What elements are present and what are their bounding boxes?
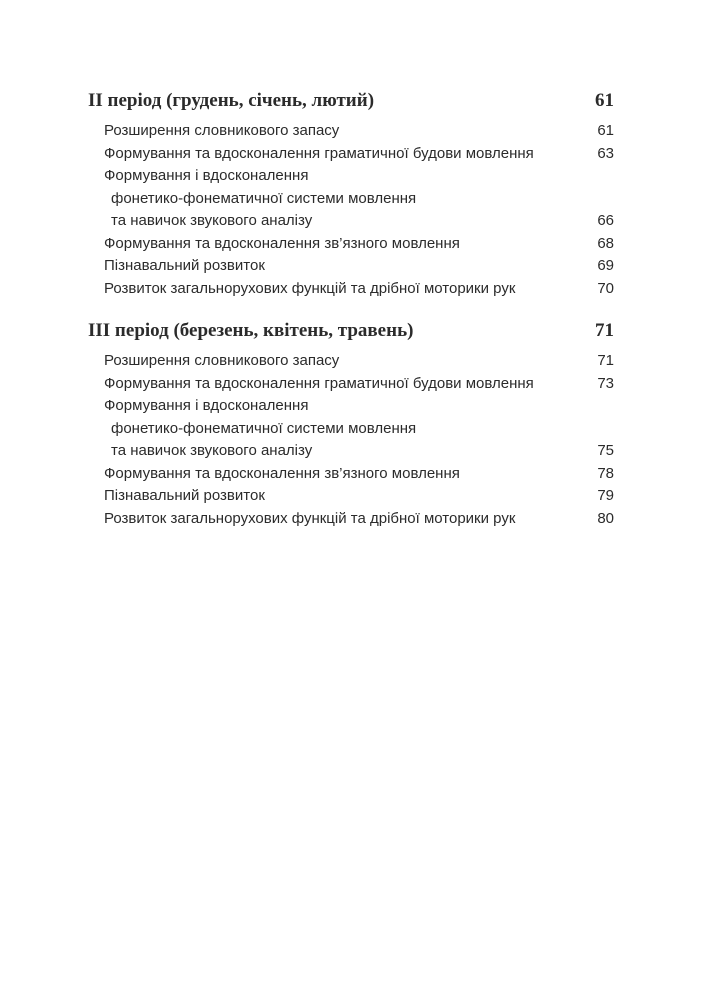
entry-title-line: та навичок звукового аналізу — [111, 442, 313, 459]
entry-title-line: Формування та вдосконалення граматичної будови мовлення — [104, 144, 534, 162]
toc-entry — [88, 255, 614, 278]
entry-page-number: 73 — [597, 374, 614, 392]
entry-title — [104, 373, 584, 396]
section-page-number: 71 — [595, 320, 614, 341]
entry-title — [104, 350, 584, 373]
entry-page-number: 66 — [597, 212, 614, 229]
entry-page-number: 70 — [597, 279, 614, 297]
entry-title — [104, 278, 584, 301]
toc-entry — [88, 278, 614, 301]
toc-entry — [88, 485, 614, 508]
section-heading: III період (березень, квітень, травень) — [88, 320, 414, 341]
entry-title-line: Розвиток загальнорухових функцій та дрібної моторики рук — [104, 279, 516, 297]
toc-entry — [88, 508, 614, 531]
entry-title — [104, 120, 584, 143]
entry-page-number: 61 — [597, 122, 614, 139]
toc-entry — [88, 395, 614, 463]
entry-title — [104, 463, 584, 486]
entry-title-line: Формування та вдосконалення зв’язного мовлення — [104, 234, 460, 252]
toc-entry — [88, 373, 614, 396]
entry-page-number: 71 — [597, 352, 614, 369]
entry-title-line: Пізнавальний розвиток — [104, 257, 265, 274]
toc-section-period-2 — [88, 88, 614, 300]
entry-title-line: Розвиток загальнорухових функцій та дрібної моторики рук — [104, 509, 516, 527]
toc-entry — [88, 233, 614, 256]
entry-title — [104, 485, 584, 508]
entry-title-line: Формування та вдосконалення граматичної будови мовлення — [104, 374, 534, 392]
entry-title-line: Пізнавальний розвиток — [104, 487, 265, 504]
table-of-contents — [88, 88, 614, 548]
toc-entry — [88, 120, 614, 143]
entry-title-line: фонетико-фонематичної системи мовлення — [111, 189, 417, 207]
entry-title-line: та навичок звукового аналізу — [111, 212, 313, 229]
entry-page-number: 78 — [597, 464, 614, 482]
entry-title — [104, 255, 584, 278]
entry-page-number: 79 — [597, 487, 614, 504]
toc-entry — [88, 143, 614, 166]
entry-title — [104, 508, 584, 531]
entry-page-number: 63 — [597, 144, 614, 162]
section-heading-row — [88, 318, 614, 344]
entry-title — [104, 165, 584, 233]
entry-title-line: Розширення словникового запасу — [104, 122, 340, 139]
section-page-number: 61 — [595, 90, 614, 111]
entry-title — [104, 395, 584, 463]
entry-title-line: Розширення словникового запасу — [104, 352, 340, 369]
section-heading: II період (грудень, січень, лютий) — [88, 90, 375, 111]
toc-entry — [88, 463, 614, 486]
entry-page-number: 69 — [597, 257, 614, 274]
entry-title — [104, 143, 584, 166]
entry-title-line: Формування та вдосконалення зв’язного мовлення — [104, 464, 460, 482]
entry-page-number: 75 — [597, 442, 614, 459]
entry-title — [104, 233, 584, 256]
entry-page-number: 80 — [597, 509, 614, 527]
entry-page-number: 68 — [597, 234, 614, 252]
toc-section-period-3 — [88, 318, 614, 530]
toc-entry — [88, 165, 614, 233]
toc-entry — [88, 350, 614, 373]
entry-title-line: Формування і вдосконалення — [104, 167, 309, 184]
section-heading-row — [88, 88, 614, 114]
entry-title-line: фонетико-фонематичної системи мовлення — [111, 419, 417, 437]
entry-title-line: Формування і вдосконалення — [104, 397, 309, 414]
